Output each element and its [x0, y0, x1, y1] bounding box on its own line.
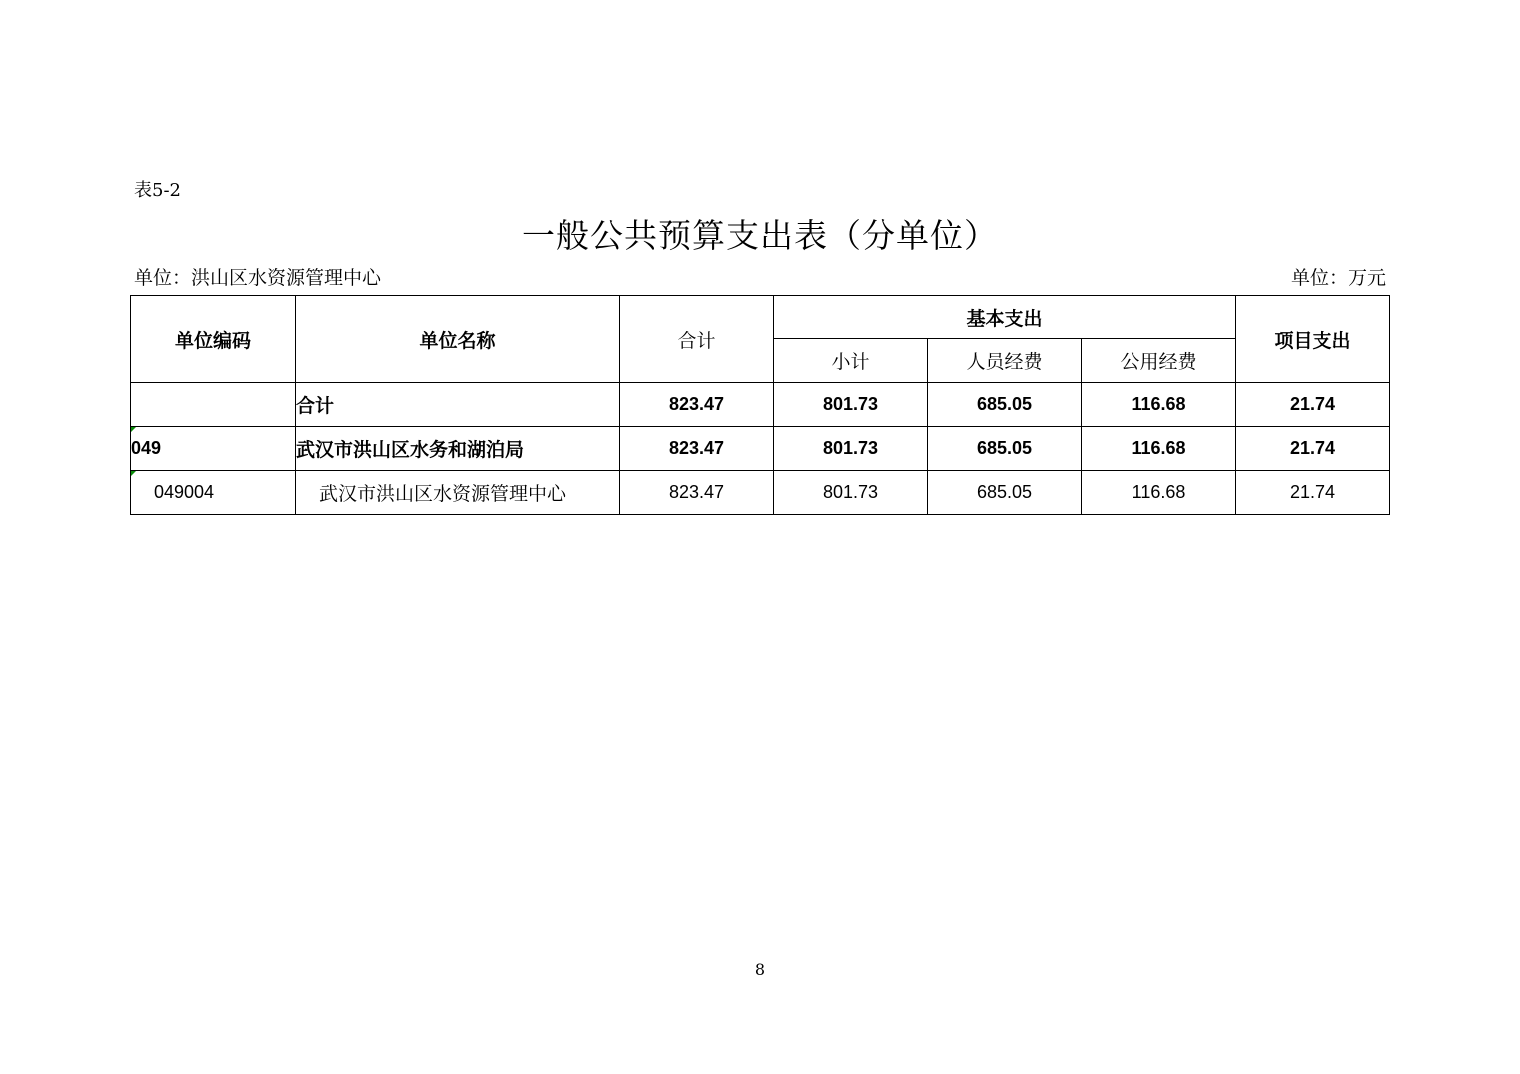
- cell-total: 823.47: [620, 383, 774, 427]
- cell-project: 21.74: [1236, 383, 1390, 427]
- cell-personnel: 685.05: [928, 383, 1082, 427]
- header-code: 单位编码: [131, 296, 296, 383]
- currency-unit: 单位：万元: [1290, 267, 1386, 289]
- page-title: 一般公共预算支出表（分单位）: [522, 216, 998, 255]
- cell-total: 823.47: [620, 471, 774, 515]
- cell-personnel: 685.05: [928, 471, 1082, 515]
- cell-public: 116.68: [1082, 427, 1236, 471]
- header-subtotal: 小计: [774, 339, 928, 383]
- table-number: 表5-2: [134, 180, 181, 201]
- cell-name: 武汉市洪山区水资源管理中心: [296, 471, 620, 515]
- cell-name: 合计: [296, 383, 620, 427]
- cell-code-text: 049004: [154, 482, 215, 502]
- table-row: [131, 471, 1390, 515]
- cell-subtotal: 801.73: [774, 471, 928, 515]
- cell-code: [131, 471, 296, 515]
- reporting-unit: 单位：洪山区水资源管理中心: [134, 267, 382, 289]
- budget-table: [130, 295, 1390, 515]
- cell-code-text: 049: [131, 438, 162, 458]
- cell-marker-icon: [131, 471, 136, 476]
- header-public: 公用经费: [1082, 339, 1236, 383]
- header-personnel: 人员经费: [928, 339, 1082, 383]
- cell-code: [131, 427, 296, 471]
- cell-public: 116.68: [1082, 471, 1236, 515]
- cell-code: [131, 383, 296, 427]
- header-basic: 基本支出: [774, 296, 1236, 339]
- header-name: 单位名称: [296, 296, 620, 383]
- cell-project: 21.74: [1236, 471, 1390, 515]
- cell-marker-icon: [131, 427, 136, 432]
- page-number: 8: [754, 960, 766, 979]
- cell-personnel: 685.05: [928, 427, 1082, 471]
- header-row-1: [131, 296, 1390, 339]
- header-project: 项目支出: [1236, 296, 1390, 383]
- cell-name: 武汉市洪山区水务和湖泊局: [296, 427, 620, 471]
- cell-public: 116.68: [1082, 383, 1236, 427]
- table-row: [131, 383, 1390, 427]
- header-total: 合计: [620, 296, 774, 383]
- table-row: [131, 427, 1390, 471]
- cell-subtotal: 801.73: [774, 427, 928, 471]
- cell-total: 823.47: [620, 427, 774, 471]
- cell-subtotal: 801.73: [774, 383, 928, 427]
- cell-project: 21.74: [1236, 427, 1390, 471]
